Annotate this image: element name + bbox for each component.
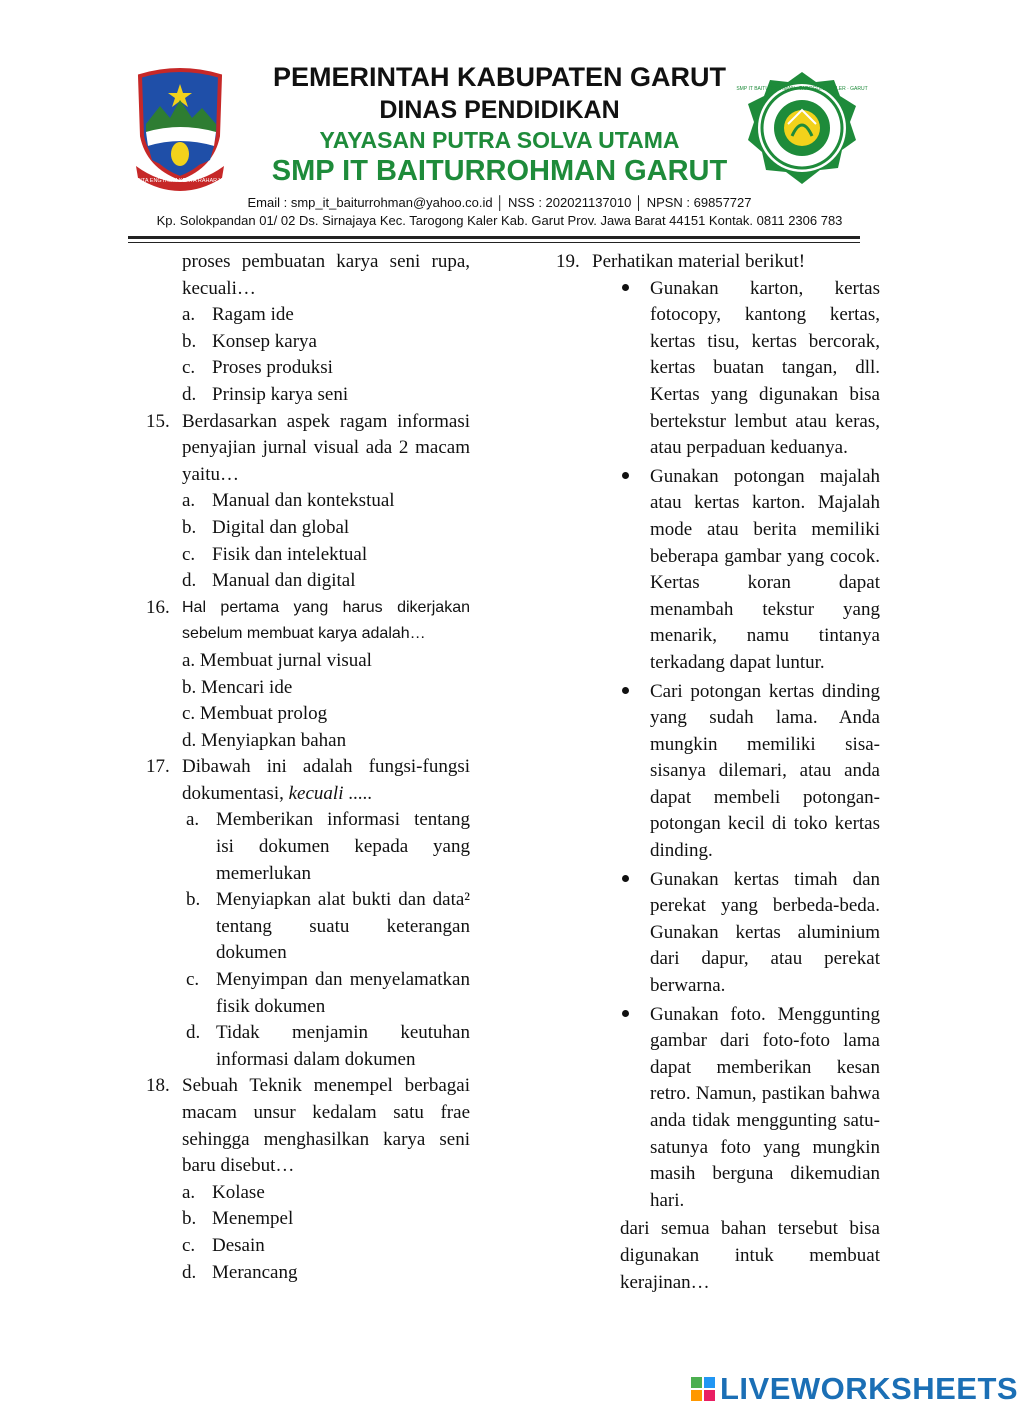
header-contact-email: Email : smp_it_baiturrohman@yahoo.co.id │ NSS : 202021137010 │ NPSN : 69857727 bbox=[247, 195, 752, 210]
q18-text: Sebuah Teknik menempel berbagai macam unsur kedalam satu frae sehingga menghasilkan karya seni baru disebut… bbox=[182, 1075, 470, 1177]
q18-option-d[interactable]: d. Merancang bbox=[182, 1261, 298, 1283]
bullet-icon bbox=[620, 464, 650, 677]
q14-text: proses pembuatan karya seni rupa, kecuali… bbox=[182, 251, 470, 299]
q15-option-c[interactable]: c. Fisik dan intelektual bbox=[182, 543, 368, 565]
left-column bbox=[146, 249, 470, 1286]
q17-option-d[interactable]: d. Tidak menjamin keutuhan informasi dalam dokumen bbox=[186, 1022, 470, 1070]
q18-option-a[interactable]: a. Kolase bbox=[182, 1181, 265, 1203]
liveworksheets-brand: LIVEWORKSHEETS bbox=[720, 1371, 1018, 1406]
right-column bbox=[556, 249, 880, 1296]
q18: 18. Sebuah Teknik menempel berbagai macam unsur kedalam satu frae sehingga menghasilkan karya seni baru disebut… bbox=[146, 1073, 470, 1179]
q15-option-b[interactable]: b. Digital dan global bbox=[182, 516, 350, 538]
header-line-3: YAYASAN PUTRA SOLVA UTAMA bbox=[319, 127, 680, 153]
q19-text: Perhatikan material berikut! bbox=[592, 251, 806, 272]
liveworksheets-logo[interactable] bbox=[690, 1372, 1018, 1406]
q19: 19. Perhatikan material berikut! bbox=[556, 249, 880, 276]
bullet-icon bbox=[620, 276, 650, 462]
bullet-icon bbox=[620, 867, 650, 1000]
header-contact-address: Kp. Solokpandan 01/ 02 Ds. Sirnajaya Kec. Tarogong Kaler Kab. Garut Prov. Jawa Barat 44151 Kontak. 0811 2306 783 bbox=[156, 213, 843, 228]
bullet-icon bbox=[620, 679, 650, 865]
header-line-1: PEMERINTAH KABUPATEN GARUT bbox=[273, 62, 726, 92]
emblem-motto: DITA ENGTREM KERTA RAHARJA bbox=[136, 178, 224, 184]
q16-option-d[interactable]: d. Menyiapkan bahan bbox=[182, 729, 347, 751]
q16-text: Hal pertama yang harus dikerjakan sebelum membuat karya adalah… bbox=[182, 598, 470, 643]
header-line-2: DINAS PENDIDIKAN bbox=[379, 96, 620, 124]
q19-bullet-1: Gunakan karton, kertas fotocopy, kantong kertas, kertas tisu, kertas bercorak, kertas buatan tangan, dll. Kertas yang digunakan bisa bertekstur lembut atau keras, atau perpaduan keduanya. bbox=[556, 276, 880, 462]
header-line-4: SMP IT BAITURROHMAN GARUT bbox=[271, 155, 728, 187]
school-seal-text: SMP IT BAITURROHMAN · TAROGONG KALER · GARUT bbox=[736, 86, 868, 92]
q16-option-b[interactable]: b. Mencari ide bbox=[182, 676, 293, 698]
q17-option-b[interactable]: b. Menyiapkan alat bukti dan data² tentang suatu keterangan dokumen bbox=[186, 889, 470, 964]
q16-option-c[interactable]: c. Membuat prolog bbox=[182, 703, 328, 725]
q19-bullet-4: Gunakan kertas timah dan perekat yang berbeda-beda. Gunakan kertas aluminium dari dapur, atau perekat berwarna. bbox=[556, 867, 880, 1000]
q18-option-c[interactable]: c. Desain bbox=[182, 1234, 265, 1256]
q16-option-a[interactable]: a. Membuat jurnal visual bbox=[182, 649, 372, 671]
q19-bullet-5: Gunakan foto. Menggunting gambar dari foto-foto lama dapat memberikan kesan retro. Namun, pastikan bahwa anda tidak menggunting satu-satunya foto yang mungkin masih berguna dikemudian hari. bbox=[556, 1002, 880, 1215]
header-divider-thin bbox=[128, 242, 860, 243]
q19-closing: dari semua bahan tersebut bisa digunakan intuk membuat kerajinan… bbox=[620, 1218, 880, 1293]
q16: 16. Hal pertama yang harus dikerjakan sebelum membuat karya adalah… bbox=[146, 595, 470, 648]
q17-text: Dibawah ini adalah fungsi-fungsi dokumentasi, kecuali ..... bbox=[182, 756, 470, 804]
q14-option-b[interactable]: b. Konsep karya bbox=[182, 330, 317, 352]
q18-option-b[interactable]: b. Menempel bbox=[182, 1208, 294, 1230]
q14-option-c[interactable]: c. Proses produksi bbox=[182, 357, 333, 379]
bullet-icon bbox=[620, 1002, 650, 1215]
q19-bullet-2: Gunakan potongan majalah atau kertas karton. Majalah mode atau berita memiliki beberapa gambar yang cocok. Kertas koran dapat menambah tekstur yang menarik, namu tintanya terkadang dapat luntur. bbox=[556, 464, 880, 677]
q17: 17. Dibawah ini adalah fungsi-fungsi dokumentasi, kecuali ..... bbox=[146, 754, 470, 807]
liveworksheets-icon bbox=[690, 1376, 716, 1402]
q15-option-a[interactable]: a. Manual dan kontekstual bbox=[182, 490, 395, 512]
header-divider-thick bbox=[128, 236, 860, 239]
q17-option-c[interactable]: c. Menyimpan dan menyelamatkan fisik dokumen bbox=[186, 969, 470, 1017]
q15-text: Berdasarkan aspek ragam informasi penyajian jurnal visual ada 2 macam yaitu… bbox=[182, 410, 470, 485]
q17-option-a[interactable]: a. Memberikan informasi tentang isi dokumen kepada yang memerlukan bbox=[186, 809, 470, 884]
q14-option-a[interactable]: a. Ragam ide bbox=[182, 304, 294, 326]
q15-option-d[interactable]: d. Manual dan digital bbox=[182, 570, 356, 592]
q19-bullet-3: Cari potongan kertas dinding yang sudah lama. Anda mungkin memiliki sisa-sisanya dilemari, atau anda dapat membeli potongan-potongan kecil di toko kertas dinding. bbox=[556, 679, 880, 865]
q14-option-d[interactable]: d. Prinsip karya seni bbox=[182, 383, 349, 405]
q15: 15. Berdasarkan aspek ragam informasi penyajian jurnal visual ada 2 macam yaitu… bbox=[146, 409, 470, 489]
